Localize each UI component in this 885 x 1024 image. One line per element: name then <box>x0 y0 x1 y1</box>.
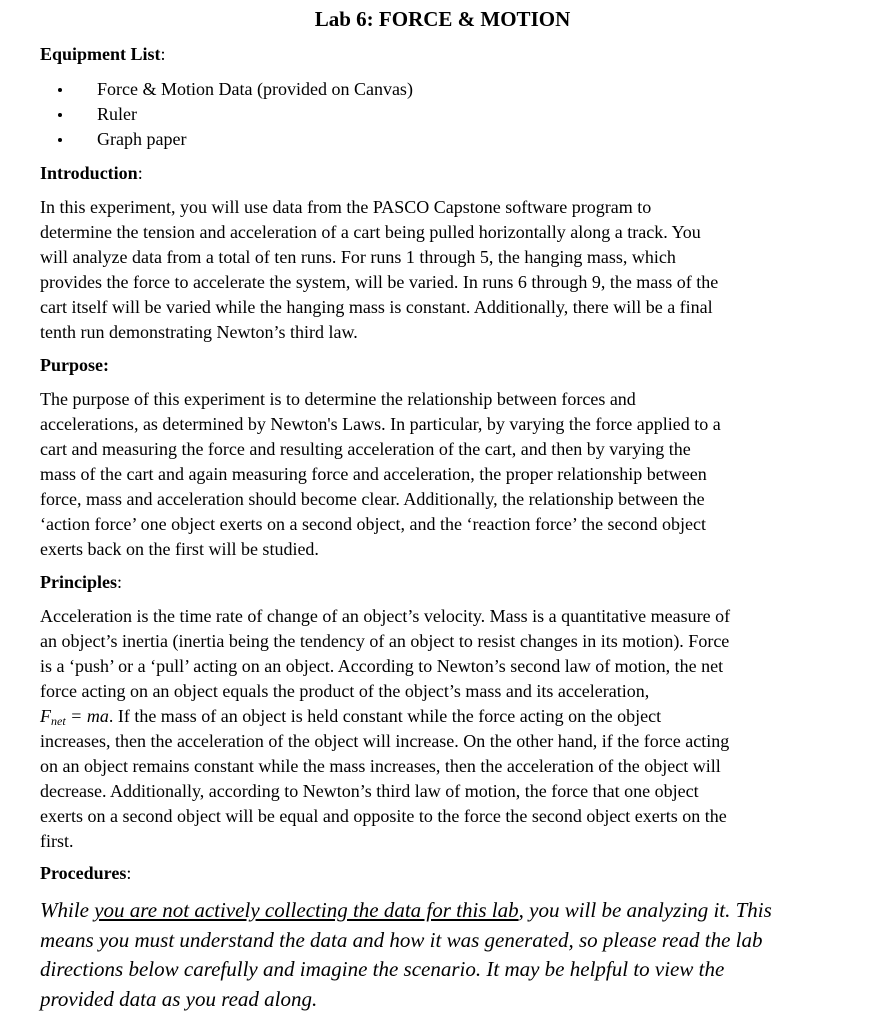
introduction-heading-text: Introduction <box>40 163 138 183</box>
introduction-paragraph: In this experiment, you will use data from the PASCO Capstone software program to determine the tension and acceleration of a cart being pulled horizontally along a track. You will analyze data from a total of ten runs. For runs 1 through 5, the hanging mass, which provides the force to accelerate the system, will be varied. In runs 6 through 9, the mass of the cart itself will be varied while the hanging mass is constant. Additionally, there will be a final tenth run demonstrating Newton’s third law. <box>40 197 719 342</box>
purpose-paragraph: The purpose of this experiment is to determine the relationship between forces and accelerations, as determined by Newton's Laws. In particular, by varying the force applied to a cart and measuring the force and resulting acceleration of the cart, and then by varying the mass of the cart and again measuring force and acceleration, the proper relationship between force, mass and acceleration should become clear. Additionally, the relationship between the ‘action force’ one object exerts on a second object, and the ‘reaction force’ the second object exerts back on the first will be studied. <box>40 389 721 559</box>
bullet-icon <box>58 88 62 92</box>
bullet-icon <box>58 113 62 117</box>
introduction-heading: Introduction: <box>40 163 143 183</box>
procedures-heading: Procedures: <box>40 863 132 883</box>
newton-second-law-formula: $F_{net}$ = ma <box>40 706 109 728</box>
equipment-heading: Equipment List: <box>40 44 166 64</box>
procedures-note: While you are not actively collecting the data for this lab, you will be analyzing it. This means you must understand the data and how it was generated, so please read the lab directions below carefully and imagine the scenario. It may be helpful to view the provided data as you read along. <box>40 898 772 1011</box>
page-title: Lab 6: FORCE & MOTION <box>314 7 571 31</box>
document-page: Lab 6: FORCE & MOTION Equipment List: Force & Motion Data (provided on Canvas) Ruler Graph paper Introduction: In this experiment, you will use data from the PASCO Capstone software program to determine the tension and acceleration of a cart being pulled horizontally along a track. You will analyze data from a total of ten runs. For runs 1 through 5, the hanging mass, which provides the force to accelerate the system, will be varied. In runs 6 through 9, the mass of the cart itself will be varied while the hanging mass is constant. Additionally, there will be a final tenth run demonstrating Newton’s third law. Purpose: The purpose of this experiment is to determine the relationship between forces and accelerations, as determined by Newton's Laws. In particular, by varying the force applied to a cart and measuring the force and resulting acceleration of the cart, and then by varying the mass of the cart and again measuring force and acceleration, the proper relationship between force, mass and acceleration should become clear. Additionally, the relationship between the ‘action force’ one object exerts on a second object, and the ‘reaction force’ the second object exerts back on the first will be studied. Principles: Acceleration is the time rate of change of an object’s velocity. Mass is a quantitative measure of an object’s inertia (inertia being the tendency of an object to resist changes in its motion). Force is a ‘push’ or a ‘pull’ acting on an object. According to Newton’s second law of motion, the net force acting on an object equals the product of the object’s mass and its acceleration, $F_{net}$ = ma. If the mass of an object is held constant while the force acting on the object increases, then the acceleration of the object will increase. On the other hand, if the force acting on an object remains constant while the mass increases, then the acceleration of the object will decrease. Additionally, according to Newton’s third law of motion, the force that one object exerts on a second object will be equal and opposite to the force the second object exerts on the first. Procedures: While you are not actively collecting the data for this lab, you will be analyzing it. This means you must understand the data and how it was generated, so please read the lab directions below carefully and imagine the scenario. It may be helpful to view the provided data as you read along. <box>0 0 885 1024</box>
equipment-heading-text: Equipment List <box>40 44 161 64</box>
procedures-heading-text: Procedures <box>40 863 127 883</box>
principles-heading-text: Principles <box>40 572 117 592</box>
formula-line: $F_{net}$ = ma. If the mass of an object is held constant while the force acting on the object <box>40 706 662 728</box>
emphasis-underline: you are not actively collecting the data for this lab <box>94 898 519 922</box>
purpose-heading: Purpose: <box>40 355 109 375</box>
bullet-icon <box>58 138 62 142</box>
principles-paragraph: Acceleration is the time rate of change of an object’s velocity. Mass is a quantitative measure of an object’s inertia (inertia being the tendency of an object to resist changes in its motion). Force is a ‘push’ or a ‘pull’ acting on an object. According to Newton’s second law of motion, the net force acting on an object equals the product of the object’s mass and its acceleration, $F_{net}$ = ma. If the mass of an object is held constant while the force acting on the object increases, then the acceleration of the object will increase. On the other hand, if the force acting on an object remains constant while the mass increases, then the acceleration of the object will decrease. Additionally, according to Newton’s third law of motion, the force that one object exerts on a second object will be equal and opposite to the force the second object exerts on the first. <box>40 604 830 854</box>
principles-heading: Principles: <box>40 572 123 592</box>
